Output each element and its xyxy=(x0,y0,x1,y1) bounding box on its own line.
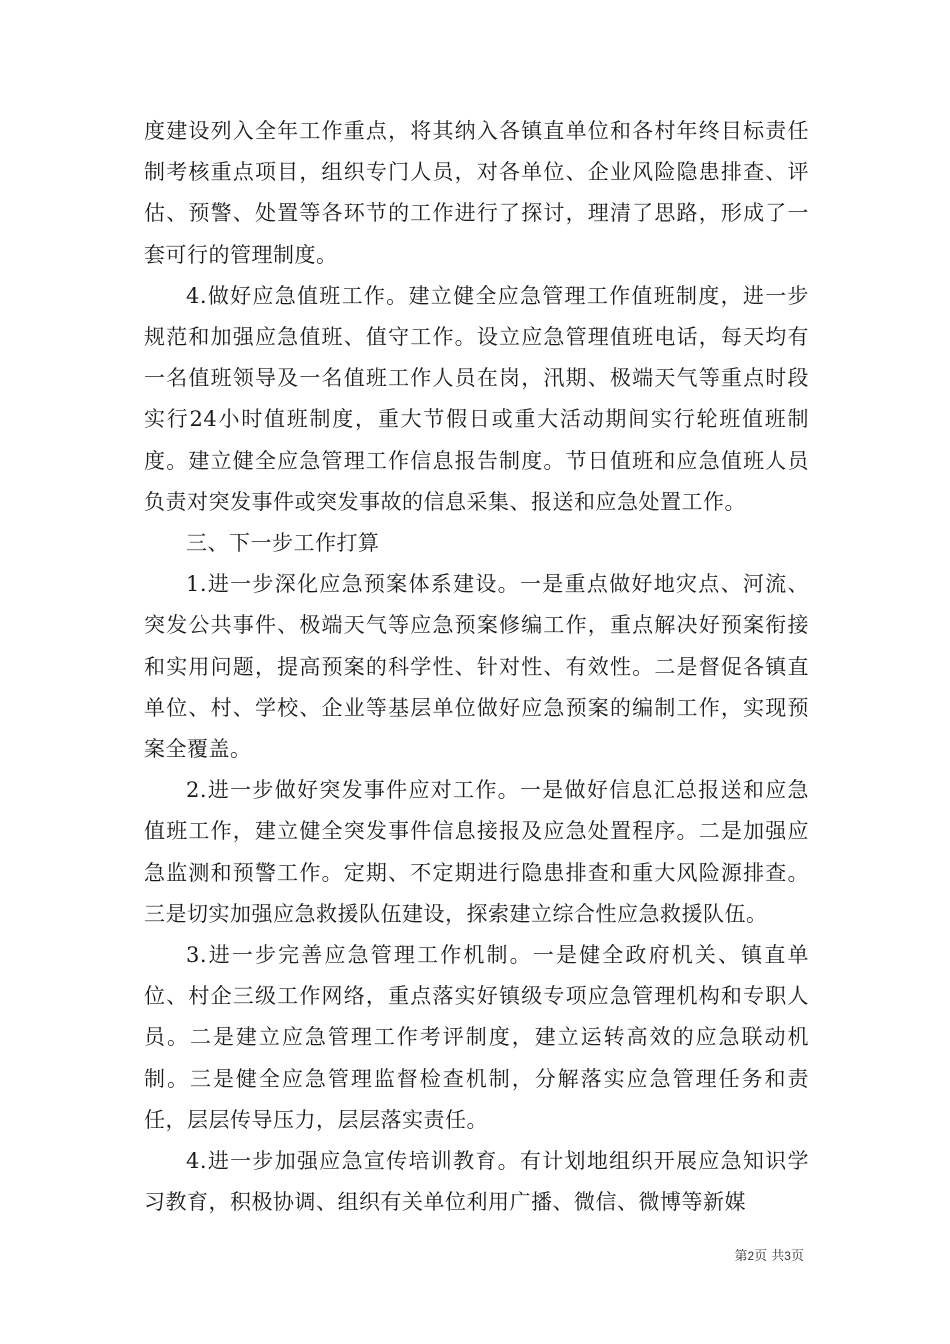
document-body xyxy=(144,111,809,1223)
paragraph-work-mechanism: 3.进一步完善应急管理工作机制。一是健全政府机关、镇直单位、村企三级工作网络，重点落实好镇级专项应急管理机构和专职人员。二是建立应急管理工作考评制度，建立运转高效的应急联动机制。三是健全应急管理监督检查机制，分解落实应急管理任务和责任，层层传导压力，层层落实责任。 xyxy=(144,943,809,1132)
paragraph-emergency-response: 2.进一步做好突发事件应对工作。一是做好信息汇总报送和应急值班工作，建立健全突发事件信息接报及应急处置程序。二是加强应急监测和预警工作。定期、不定期进行隐患排查和重大风险源排查。三是切实加强应急救援队伍建设，探索建立综合性应急救援队伍。 xyxy=(144,778,809,926)
paragraph-publicity-training: 4.进一步加强应急宣传培训教育。有计划地组织开展应急知识学习教育，积极协调、组织有关单位利用广播、微信、微博等新媒 xyxy=(144,1149,809,1215)
footer-prefix: 第 xyxy=(734,1249,748,1264)
footer-middle: 页 共 xyxy=(754,1249,785,1264)
paragraph-continued: 度建设列入全年工作重点，将其纳入各镇直单位和各村年终目标责任制考核重点项目，组织专门人员，对各单位、企业风险隐患排查、评估、预警、处置等各环节的工作进行了探讨，理清了思路，形成了一套可行的管理制度。 xyxy=(144,119,809,267)
paragraph-duty-work: 4.做好应急值班工作。建立健全应急管理工作值班制度，进一步规范和加强应急值班、值守工作。设立应急管理值班电话，每天均有一名值班领导及一名值班工作人员在岗，汛期、极端天气等重点时段实行24小时值班制度，重大节假日或重大活动期间实行轮班值班制度。建立健全应急管理工作信息报告制度。节日值班和应急值班人员负责对突发事件或突发事故的信息采集、报送和应急处置工作。 xyxy=(144,283,809,514)
footer-suffix: 页 xyxy=(790,1249,804,1264)
paragraph-plan-system: 1.进一步深化应急预案体系建设。一是重点做好地灾点、河流、突发公共事件、极端天气等应急预案修编工作，重点解决好预案衔接和实用问题，提高预案的科学性、针对性、有效性。二是督促各镇直单位、村、学校、企业等基层单位做好应急预案的编制工作，实现预案全覆盖。 xyxy=(144,572,809,762)
section-heading-next-steps: 三、下一步工作打算 xyxy=(186,531,380,556)
total-pages-number: 3 xyxy=(784,1249,791,1263)
page-number-footer xyxy=(734,1245,804,1264)
current-page-number: 2 xyxy=(747,1249,755,1263)
